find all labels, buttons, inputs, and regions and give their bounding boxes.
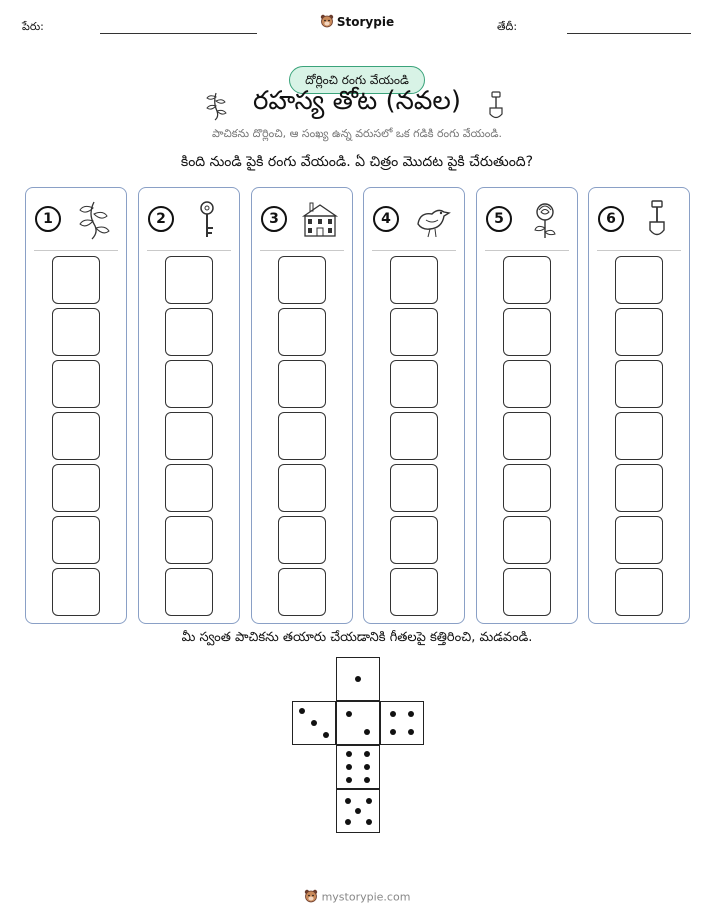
color-cell[interactable] — [278, 568, 326, 616]
color-cell[interactable] — [165, 256, 213, 304]
die-pip — [408, 711, 414, 717]
color-cell[interactable] — [390, 568, 438, 616]
instruction: కింది నుండి పైకి రంగు వేయండి. ఏ చిత్రం మొదట పైకి చేరుతుంది? — [180, 154, 534, 170]
color-cell[interactable] — [503, 464, 551, 512]
footer — [0, 889, 714, 906]
column-3 — [251, 187, 353, 624]
column-4 — [363, 187, 465, 624]
color-cell[interactable] — [165, 464, 213, 512]
column-divider — [597, 250, 681, 251]
die-face-2 — [336, 701, 380, 745]
color-cell[interactable] — [165, 412, 213, 460]
footer-url: mystorypie.com — [321, 890, 411, 904]
die-pip — [355, 676, 361, 682]
color-cell[interactable] — [278, 464, 326, 512]
color-cell[interactable] — [52, 256, 100, 304]
die-face-3 — [292, 701, 336, 745]
color-cell[interactable] — [52, 516, 100, 564]
cut-instruction: మీ స్వంత పాచికను తయారు చేయడానికి గీతలపై కత్తిరించి, మడవండి. — [181, 630, 533, 645]
die-pip — [355, 808, 361, 814]
ivy-vine-icon — [74, 200, 114, 240]
column-1 — [25, 187, 127, 624]
name-line — [100, 33, 257, 34]
subtitle: పాచికను దొర్లించి, ఆ సంఖ్య ఉన్న వరుసలో ఒక గడికి రంగు వేయండి. — [212, 127, 502, 140]
die-pip — [390, 729, 396, 735]
color-cell[interactable] — [390, 308, 438, 356]
die-pip — [346, 764, 352, 770]
garden-spade-icon — [637, 200, 677, 240]
color-cell[interactable] — [615, 516, 663, 564]
color-cell[interactable] — [165, 360, 213, 408]
title-right-spade-icon — [486, 91, 506, 121]
page-title: రహస్య తోట (నవల) — [253, 86, 461, 116]
column-divider — [147, 250, 231, 251]
die-pip — [364, 777, 370, 783]
date-label: తేదీ: — [497, 20, 518, 33]
die-pip — [364, 764, 370, 770]
color-cell[interactable] — [503, 308, 551, 356]
die-pip — [345, 819, 351, 825]
rose-icon — [525, 200, 565, 240]
bear-logo-icon — [320, 14, 334, 31]
column-divider — [34, 250, 118, 251]
color-cell[interactable] — [615, 464, 663, 512]
name-label: పేరు: — [22, 20, 44, 33]
color-cell[interactable] — [503, 256, 551, 304]
die-face-1 — [336, 657, 380, 701]
die-face-5 — [336, 789, 380, 833]
column-2 — [138, 187, 240, 624]
color-cell[interactable] — [390, 412, 438, 460]
die-pip — [364, 751, 370, 757]
die-pip — [299, 708, 305, 714]
roll-and-color-badge: దోర్లించి రంగు వేయండి — [289, 66, 425, 94]
color-cell[interactable] — [165, 568, 213, 616]
color-cell[interactable] — [52, 568, 100, 616]
color-cell[interactable] — [278, 308, 326, 356]
die-pip — [346, 751, 352, 757]
column-number: 4 — [373, 206, 399, 232]
die-face-6 — [336, 745, 380, 789]
column-number: 6 — [598, 206, 624, 232]
column-divider — [372, 250, 456, 251]
column-divider — [260, 250, 344, 251]
die-pip — [408, 729, 414, 735]
die-pip — [311, 720, 317, 726]
color-cell[interactable] — [503, 516, 551, 564]
column-5 — [476, 187, 578, 624]
color-cell[interactable] — [390, 464, 438, 512]
color-cell[interactable] — [52, 464, 100, 512]
color-cell[interactable] — [52, 412, 100, 460]
column-number: 2 — [148, 206, 174, 232]
column-6 — [588, 187, 690, 624]
die-pip — [346, 711, 352, 717]
color-cell[interactable] — [390, 256, 438, 304]
die-pip — [364, 729, 370, 735]
color-cell[interactable] — [615, 308, 663, 356]
color-cell[interactable] — [165, 516, 213, 564]
color-cell[interactable] — [615, 412, 663, 460]
die-pip — [345, 798, 351, 804]
color-cell[interactable] — [503, 412, 551, 460]
color-cell[interactable] — [52, 308, 100, 356]
color-cell[interactable] — [390, 360, 438, 408]
color-cell[interactable] — [503, 568, 551, 616]
key-icon — [187, 200, 227, 240]
color-cell[interactable] — [615, 360, 663, 408]
die-pip — [346, 777, 352, 783]
color-cell[interactable] — [615, 256, 663, 304]
robin-bird-icon — [412, 200, 452, 240]
date-line — [567, 33, 691, 34]
column-number: 5 — [486, 206, 512, 232]
die-pip — [390, 711, 396, 717]
column-number: 1 — [35, 206, 61, 232]
color-cell[interactable] — [278, 256, 326, 304]
die-pip — [366, 819, 372, 825]
color-cell[interactable] — [278, 516, 326, 564]
color-cell[interactable] — [165, 308, 213, 356]
die-face-4 — [380, 701, 424, 745]
color-cell[interactable] — [390, 516, 438, 564]
bear-logo-icon — [304, 889, 318, 906]
color-cell[interactable] — [278, 412, 326, 460]
brand-name: Storypie — [336, 15, 395, 29]
color-cell[interactable] — [278, 360, 326, 408]
manor-house-icon — [300, 200, 340, 240]
color-cell[interactable] — [503, 360, 551, 408]
die-pip — [366, 798, 372, 804]
brand-logo — [0, 14, 714, 31]
color-cell[interactable] — [52, 360, 100, 408]
die-pip — [323, 732, 329, 738]
color-cell[interactable] — [615, 568, 663, 616]
column-number: 3 — [261, 206, 287, 232]
column-divider — [485, 250, 569, 251]
